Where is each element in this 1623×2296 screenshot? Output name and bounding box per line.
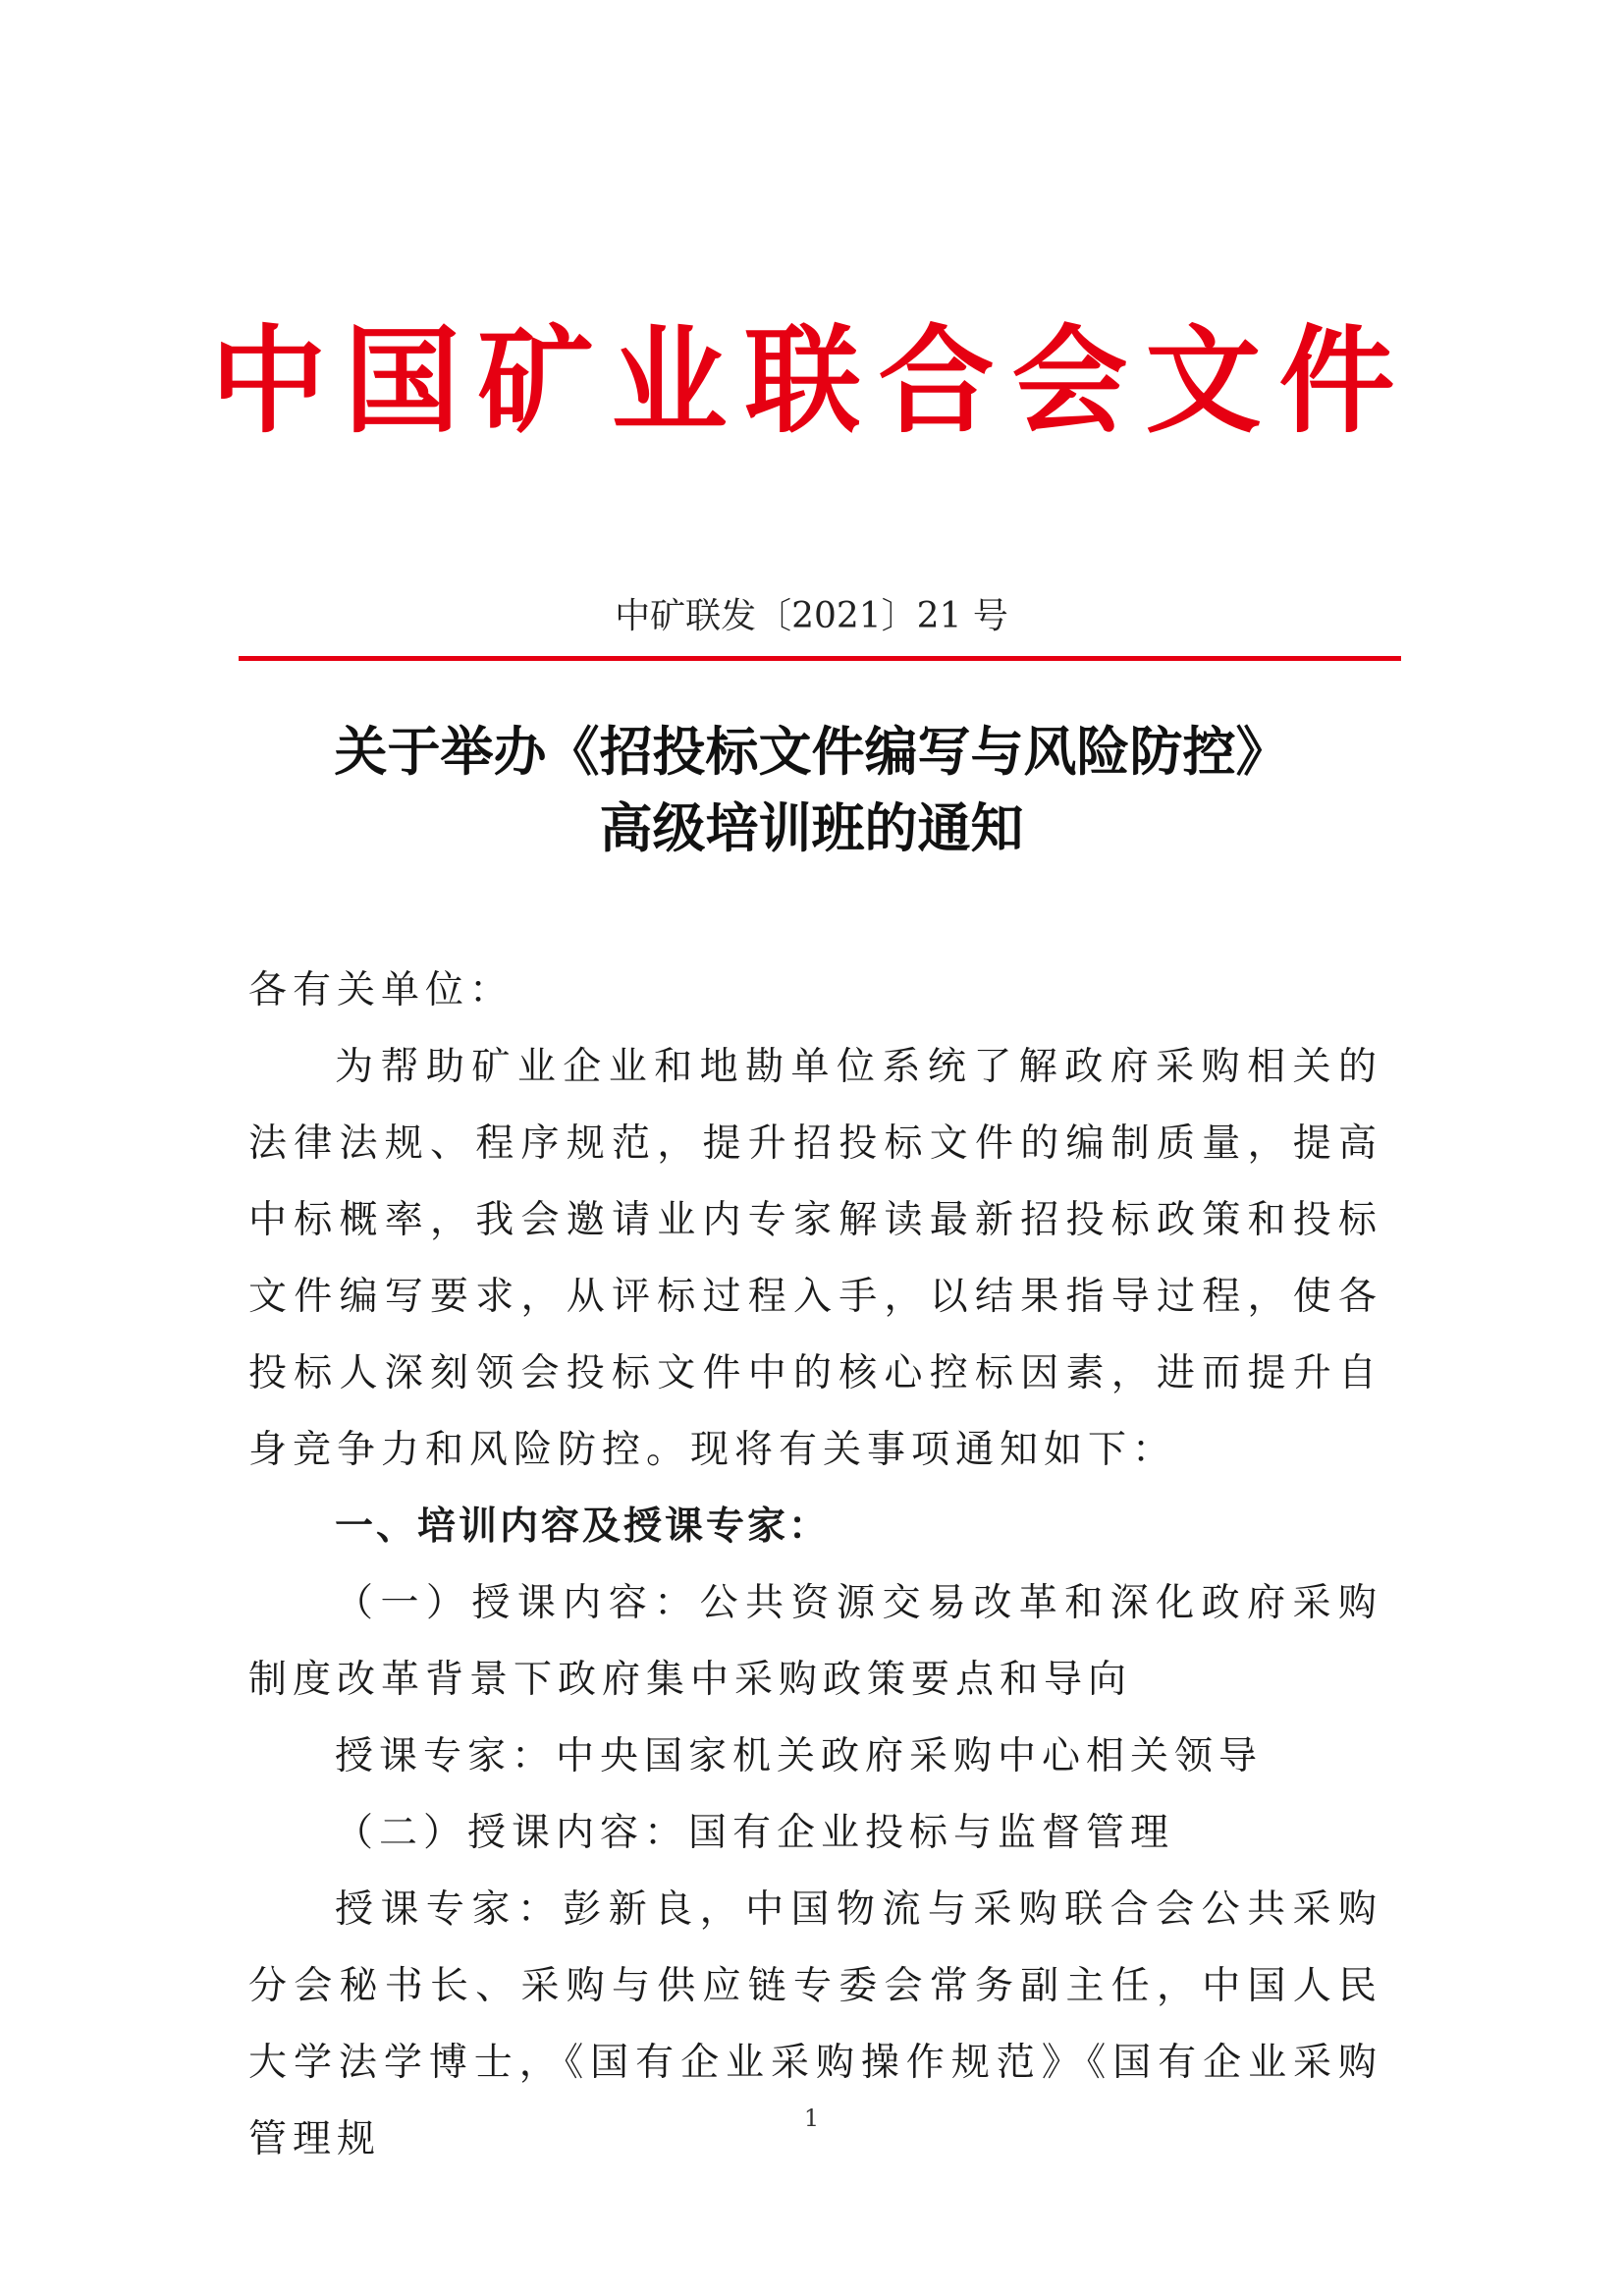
item-1-expert: 授课专家：中央国家机关政府采购中心相关领导 xyxy=(335,1734,1264,1778)
item-1-content: （一）授课内容：公共资源交易改革和深化政府采购制度改革背景下政府集中采购政策要点和导向 xyxy=(248,1581,1382,1702)
item-2-content: （二）授课内容：国有企业投标与监督管理 xyxy=(335,1811,1175,1855)
document-number: 中矿联发〔2021〕21 号 xyxy=(615,596,1008,636)
notice-title-line-1: 关于举办《招投标文件编写与风险防控》 xyxy=(334,720,1289,783)
section-heading-training-content: 一、培训内容及授课专家： xyxy=(335,1504,831,1549)
document-body xyxy=(248,953,1382,2178)
document-header-title: 中国矿业联合会文件 xyxy=(210,313,1413,449)
notice-title-line-2: 高级培训班的通知 xyxy=(599,796,1024,859)
item-2-expert: 授课专家：彭新良，中国物流与采购联合会公共采购分会秘书长、采购与供应链专委会常务副主任，中国人民大学法学博士，《国有企业采购操作规范》《国有企业采购管理规 xyxy=(248,1887,1382,2161)
intro-paragraph: 为帮助矿业企业和地勘单位系统了解政府采购相关的法律法规、程序规范，提升招投标文件的编制质量，提高中标概率，我会邀请业内专家解读最新招投标政策和投标文件编写要求，从评标过程入手，以结果指导过程，使各投标人深刻领会投标文件中的核心控标因素，进而提升自身竞争力和风险防控。现将有关事项通知如下： xyxy=(248,1045,1382,1472)
notice-title xyxy=(0,713,1623,866)
salutation: 各有关单位： xyxy=(248,968,514,1012)
page-number: 1 xyxy=(803,2105,820,2132)
header-divider-rule xyxy=(239,656,1401,661)
